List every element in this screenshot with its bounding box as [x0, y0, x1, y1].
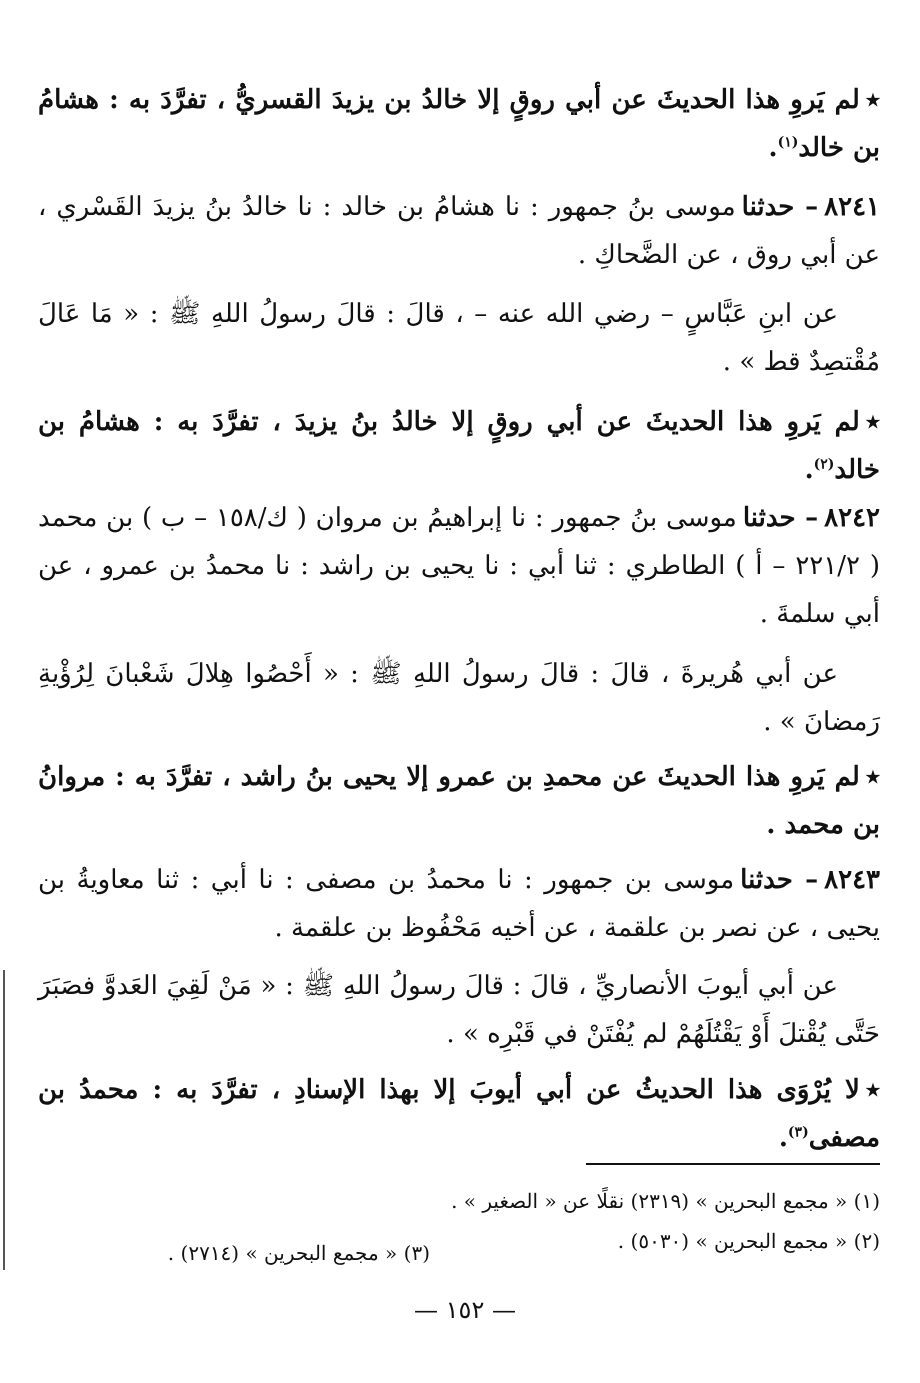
editor-note-3 — [38, 753, 880, 849]
hadith-8242-matn — [38, 650, 880, 746]
editor-note-text: لم يَروِ هذا الحديثَ عن محمدِ بن عمرو إلا يحيى بنُ راشد ، تفرَّدَ به : مروانُ بن محمد . — [38, 762, 880, 840]
star-marker: ٭ — [865, 762, 880, 792]
star-marker: ٭ — [865, 407, 880, 437]
hadith-8242-chain — [38, 494, 880, 638]
footnote-separator — [586, 1163, 880, 1165]
page-number: — ١٥٢ — — [414, 1296, 516, 1324]
footnote-text: « مجمع البحرين » (٢٧١٤) . — [167, 1241, 398, 1265]
hadith-number: ٨٢٤٣ — [824, 865, 881, 895]
star-marker: ٭ — [865, 1075, 880, 1105]
footnote-mark: (١) — [853, 1189, 880, 1213]
hadith-8241-chain — [38, 183, 880, 279]
hadith-8243-matn — [38, 962, 880, 1058]
footnote-ref-1[interactable]: (١) — [777, 134, 799, 151]
hadith-8241-matn — [38, 290, 880, 386]
matn-text: عن ابنِ عَبَّاسٍ – رضي الله عنه – ، قالَ : قالَ رسولُ اللهِ ﷺ : « مَا عَالَ مُقْتصِدٌ قط » . — [38, 299, 880, 377]
footnote-3 — [168, 1238, 430, 1268]
margin-scan-line — [3, 970, 5, 1270]
editor-note-text: لا يُرْوَى هذا الحديثُ عن أبي أيوبَ إلا بهذا الإسنادِ ، تفرَّدَ به : محمدُ بن مصفى — [38, 1075, 880, 1153]
hadith-8243-chain — [38, 856, 880, 952]
end-mark: . — [768, 133, 778, 163]
footnote-ref-2[interactable]: (٢) — [813, 456, 835, 473]
chain-text: موسى بنُ جمهور : نا هشامُ بن خالد : نا خالدُ بنُ يزيدَ القَسْري ، عن أبي روق ، عن الضَّحاكِ . — [38, 192, 880, 270]
editor-note-4 — [38, 1066, 880, 1162]
hadith-number: ٨٢٤١ — [824, 192, 880, 222]
footnote-ref-3[interactable]: (٣) — [787, 1124, 809, 1141]
end-mark: . — [804, 455, 814, 485]
chain-text: موسى بنُ جمهور : نا إبراهيمُ بن مروان ( ك/١٥٨ – ب ) بن محمد ( ٢٢١/٢ – أ ) الطاطري : ثنا أبي : نا يحيى بن راشد : نا محمدُ بن عمرو ، عن أبي سلمةَ . — [38, 503, 880, 629]
footnote-mark: (٢) — [853, 1229, 880, 1253]
editor-note-2 — [38, 398, 880, 494]
matn-text: عن أبي هُريرةَ ، قالَ : قالَ رسولُ اللهِ ﷺ : « أَحْصُوا هِلالَ شَعْبانَ لِرُؤْيةِ رَمضانَ » . — [38, 659, 880, 737]
editor-note-1 — [38, 76, 880, 172]
hadith-lead: – حدثنا — [742, 503, 819, 533]
end-mark: . — [778, 1123, 788, 1153]
footnote-text: « مجمع البحرين » (٥٠٣٠) . — [617, 1229, 848, 1253]
hadith-lead: – حدثنا — [741, 192, 819, 222]
hadith-number: ٨٢٤٢ — [824, 503, 880, 533]
star-marker: ٭ — [865, 85, 880, 115]
footnote-1 — [451, 1186, 880, 1216]
hadith-lead: – حدثنا — [740, 865, 819, 895]
footnote-text: « مجمع البحرين » (٢٣١٩) نقلًا عن « الصغير » . — [451, 1189, 848, 1213]
editor-note-text: لم يَروِ هذا الحديثَ عن أبي روقٍ إلا خالدُ بنُ يزيدَ ، تفرَّدَ به : هشامُ بن خالد — [38, 407, 880, 485]
editor-note-text: لم يَروِ هذا الحديثَ عن أبي روقٍ إلا خالدُ بن يزيدَ القسريُّ ، تفرَّدَ به : هشامُ بن خالد — [38, 85, 880, 163]
matn-text: عن أبي أيوبَ الأنصاريِّ ، قالَ : قالَ رسولُ اللهِ ﷺ : « مَنْ لَقِيَ العَدوَّ فصَبَرَ حَتَّى يُقْتلَ أَوْ يَقْتُلَهُمْ لم يُفْتَنْ في قَبْرِه » . — [38, 971, 880, 1049]
footnote-2 — [618, 1226, 880, 1256]
chain-text: موسى بن جمهور : نا محمدُ بن مصفى : نا أبي : ثنا معاويةُ بن يحيى ، عن نصر بن علقمة ، عن أخيه مَحْفُوظ بن علقمة . — [38, 865, 880, 943]
footnote-mark: (٣) — [403, 1241, 430, 1265]
